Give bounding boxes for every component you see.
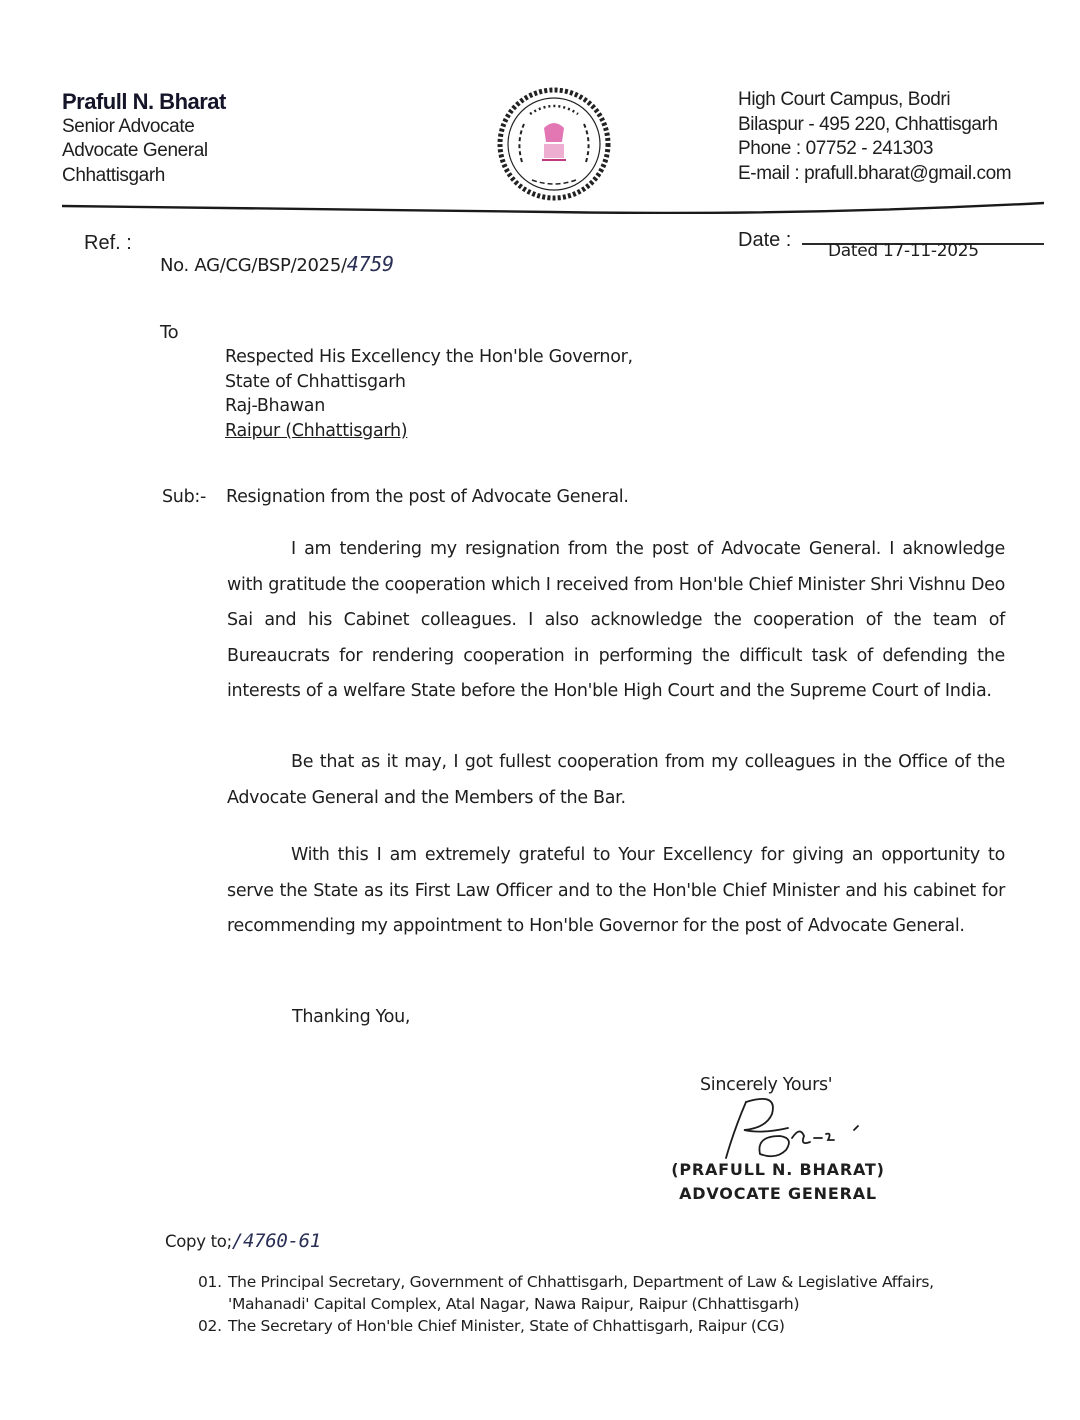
- recipient-line: State of Chhattisgarh: [225, 371, 406, 392]
- subject-label: Sub:-: [162, 487, 207, 507]
- item-number: 02.: [198, 1317, 222, 1335]
- copy-to-handwritten-ref: /4760-61: [231, 1230, 321, 1252]
- item-line: The Principal Secretary, Government of Chhattisgarh, Department of Law & Legislative Affairs,: [228, 1273, 934, 1291]
- sender-name: Prafull N. Bharat: [62, 89, 226, 114]
- reference-number-printed: No. AG/CG/BSP/2025/: [160, 255, 347, 276]
- sender-designation: Senior Advocate: [62, 115, 195, 137]
- body-paragraph-3: [227, 838, 1005, 945]
- subject-text: Resignation from the post of Advocate General.: [226, 487, 629, 507]
- item-line: The Secretary of Hon'ble Chief Minister, State of Chhattisgarh, Raipur (CG): [228, 1317, 785, 1335]
- recipient-line: Raipur (Chhattisgarh): [225, 420, 408, 441]
- sender-office: Advocate General: [62, 140, 208, 161]
- signatory-title: ADVOCATE GENERAL: [679, 1184, 877, 1203]
- sender-state: Chhattisgarh: [62, 164, 165, 186]
- date-label: Date :: [738, 229, 792, 251]
- letterhead-sender: [62, 90, 226, 188]
- item-number: 01.: [198, 1273, 222, 1291]
- letterhead-divider: [62, 200, 1044, 214]
- body-paragraph-1: [227, 532, 1005, 710]
- date-value: Dated 17-11-2025: [828, 241, 979, 261]
- paragraph-text: With this I am extremely grateful to Your Excellency for giving an opportunity to serve the State as its First Law Officer and to the Hon'ble Chief Minister and his cabinet for recommending my appointment to Hon'ble Governor for the post of Advocate General.: [227, 845, 1005, 936]
- copy-to-label: Copy to;: [165, 1232, 232, 1251]
- recipient-line: Raj-Bhawan: [225, 396, 326, 416]
- recipient-line: Respected His Excellency the Hon'ble Governor,: [225, 347, 633, 367]
- salutation: Sincerely Yours': [700, 1075, 833, 1095]
- to-label: To: [160, 322, 179, 343]
- office-phone: Phone : 07752 - 241303: [738, 138, 934, 159]
- copy-recipient-list: [198, 1271, 1028, 1337]
- copy-recipient-item: [198, 1315, 1028, 1337]
- ref-label: Ref. :: [84, 232, 132, 254]
- lion-capital-icon: [542, 123, 566, 160]
- reference-number-handwritten: 4759: [346, 252, 394, 276]
- signatory-name: (PRAFULL N. BHARAT): [671, 1160, 885, 1179]
- item-line: 'Mahanadi' Capital Complex, Atal Nagar, Nawa Raipur, Raipur (Chhattisgarh): [228, 1295, 800, 1313]
- copy-to-ref-number: 4760-61: [242, 1230, 321, 1252]
- closing-text: Thanking You,: [292, 1007, 411, 1027]
- office-email: E-mail : prafull.bharat@gmail.com: [738, 162, 1012, 184]
- paragraph-text: I am tendering my resignation from the post of Advocate General. I aknowledge with gratitude the cooperation which I received from Hon'ble Chief Minister Shri Vishnu Deo Sai and his Cabinet colleagues. I also acknowledge the cooperation of the team of Bureaucrats for rendering cooperation in performing the difficult task of defending the interests of a welfare State before the Hon'ble High Court and the Supreme Court of India.: [227, 539, 1005, 701]
- handwritten-signature-icon: [700, 1088, 870, 1168]
- state-emblem-icon: [494, 84, 614, 204]
- recipient-address: [225, 345, 633, 443]
- letterhead-contact: [738, 88, 1011, 186]
- office-address-line-1: High Court Campus, Bodri: [738, 89, 951, 110]
- signatory-block: [664, 1158, 892, 1206]
- paragraph-text: Be that as it may, I got fullest cooperation from my colleagues in the Office of the Advocate General and the Members of the Bar.: [227, 752, 1005, 808]
- copy-recipient-item: [198, 1271, 1028, 1315]
- body-paragraph-2: [227, 745, 1005, 816]
- office-address-line-2: Bilaspur - 495 220, Chhattisgarh: [738, 113, 998, 135]
- reference-number: [160, 252, 394, 276]
- copy-to: [165, 1230, 321, 1252]
